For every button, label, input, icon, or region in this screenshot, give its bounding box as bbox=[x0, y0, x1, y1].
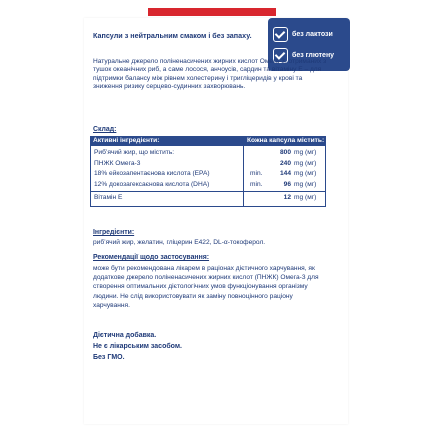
row-name: ПНЖК Омега-3 bbox=[94, 159, 141, 167]
row-prefix bbox=[244, 193, 277, 204]
table-body bbox=[90, 146, 326, 207]
row-name: Вітамін Е bbox=[94, 194, 123, 201]
row-unit: mg (мг) bbox=[294, 180, 317, 188]
row-unit: mg (мг) bbox=[294, 159, 317, 167]
table-divider bbox=[243, 146, 244, 206]
row-prefix: min. bbox=[250, 170, 263, 177]
composition-title: Склад: bbox=[93, 126, 117, 133]
header-ingredients: Активні інгредієнти: bbox=[93, 137, 160, 144]
row-unit: mg (мг) bbox=[294, 149, 317, 156]
row-name: Риб’ячий жир, що містить: bbox=[94, 149, 175, 156]
footer-no-gmo: Без ГМО. bbox=[93, 354, 125, 361]
badge-gluten-label: без глютену bbox=[292, 51, 335, 59]
table-separator bbox=[91, 191, 325, 192]
row-name: 18% ейкозапентаєнова кислота (EPA) bbox=[94, 170, 210, 177]
table-row bbox=[91, 193, 325, 204]
top-red-strip bbox=[148, 8, 276, 16]
header-per-capsule: Кожна капсула містить: bbox=[247, 137, 325, 144]
footer-supplement: Дієтична добавка. bbox=[93, 332, 157, 339]
usage-title: Рекомендації щодо застосування: bbox=[93, 254, 210, 261]
row-unit: mg (мг) bbox=[294, 170, 317, 177]
row-amount: 12 bbox=[283, 194, 291, 201]
table-row bbox=[91, 148, 325, 159]
usage-text: може бути рекомендована лікарем в раціонах дієтичного харчування, як додаткове джерело поліненасичених жирних кислот (ПНЖК) Омега-3 для створення оптимальних дієтологічних умов функціонування організму людини. Не слід використовувати як заміну повноцінного раціону харчування. bbox=[93, 265, 319, 309]
table-row bbox=[91, 159, 325, 170]
row-amount: 240 bbox=[279, 159, 291, 167]
row-unit: mg (мг) bbox=[294, 194, 317, 201]
description-text: Натуральне джерело поліненасичених жирних кислот Омега-3, отриманих з тушок океанічних риб, а саме лосося, анчоусів, сардин та вітаміну Е – для підтримки балансу між рівнем холестерину і тригліцеридів у крові та зниження ризику серцево-судинних захворювань. bbox=[93, 58, 327, 91]
check-icon bbox=[273, 27, 288, 42]
row-name: 12% докозагексаєнова кислота (DHA) bbox=[94, 180, 210, 188]
footer-not-medicine: Не є лікарським засобом. bbox=[93, 343, 182, 350]
composition-table bbox=[90, 136, 326, 207]
row-prefix: min. bbox=[250, 180, 263, 188]
ingredients-title: Інгредієнти: bbox=[93, 229, 135, 236]
intro-text: Капсули з нейтральним смаком і без запаху. bbox=[93, 31, 252, 40]
table-row bbox=[91, 180, 325, 191]
row-amount: 144 bbox=[279, 170, 291, 177]
row-amount: 96 bbox=[283, 180, 291, 188]
badge-lactose-label: без лактози bbox=[292, 30, 333, 38]
row-prefix bbox=[244, 148, 277, 159]
table-row bbox=[91, 169, 325, 180]
badge-lactose-free bbox=[273, 26, 333, 42]
ingredients-text: риб’ячий жир, желатин, гліцерин Е422, DL-α-токоферол. bbox=[93, 239, 266, 246]
table-header bbox=[90, 136, 326, 146]
row-prefix bbox=[244, 159, 277, 170]
row-amount: 800 bbox=[279, 149, 291, 156]
